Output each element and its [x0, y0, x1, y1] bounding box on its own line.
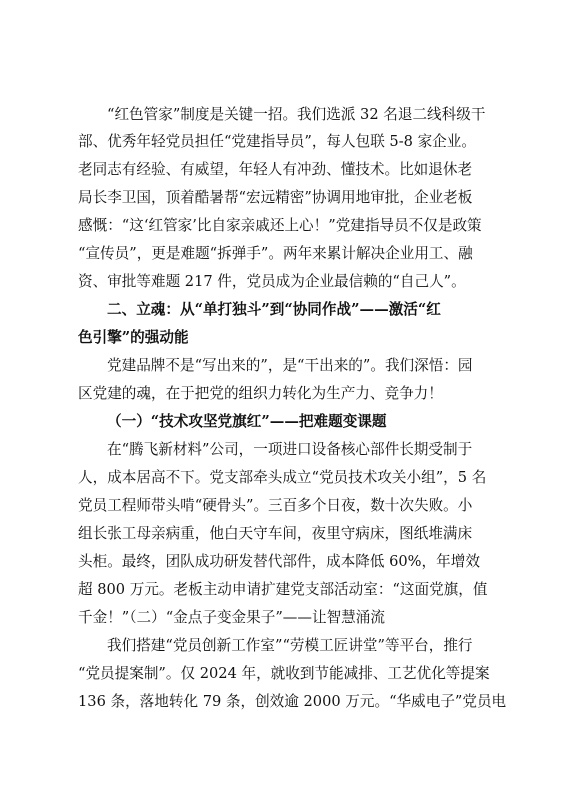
paragraph-line: 区党建的魂，在于把党的组织力转化为生产力、竞争力！: [78, 385, 443, 402]
paragraph-line: 136 条，落地转化 79 条，创效逾 2000 万元。“华威电子”党员电: [78, 693, 507, 710]
paragraph-line: 局长李卫国，顶着酷暑帮“宏远精密”协调用地审批，企业老板: [78, 189, 473, 206]
section-heading: 二、立魂：从“单打独斗”到“协同作战”——激活“红: [107, 301, 441, 318]
paragraph-line: “红色管家”制度是关键一招。我们选派 32 名退二线科级干: [107, 106, 486, 123]
subsection-heading: （一）“技术攻坚党旗红”——把难题变课题: [107, 413, 387, 430]
paragraph-line: 人，成本居高不下。党支部牵头成立“党员技术攻关小组”，5 名: [78, 469, 487, 486]
paragraph-line: 我们搭建“党员创新工作室”“劳模工匠讲堂”等平台，推行: [107, 637, 473, 654]
paragraph-line: 超 800 万元。老板主动申请扩建党支部活动室：“这面党旗，值: [78, 581, 488, 598]
paragraph-line: 资、审批等难题 217 件，党员成为企业最信赖的“自己人”。: [78, 273, 466, 290]
paragraph-line: 千金！”（二）“金点子变金果子”——让智慧涌流: [78, 609, 385, 626]
paragraph-line: 感慨：“这‘红管家’比自家亲戚还上心！”党建指导员不仅是政策: [78, 217, 482, 234]
paragraph-line: “党员提案制”。仅 2024 年，就收到节能减排、工艺优化等提案: [78, 665, 490, 682]
paragraph-line: 头柜。最终，团队成功研发替代部件，成本降低 60%，年增效: [78, 553, 480, 570]
paragraph-line: 老同志有经验、有威望，年轻人有冲劲、懂技术。比如退休老: [78, 161, 473, 178]
paragraph-line: 在“腾飞新材料”公司，一项进口设备核心部件长期受制于: [107, 441, 473, 458]
paragraph-line: 部、优秀年轻党员担任“党建指导员”，每人包联 5-8 家企业。: [78, 133, 476, 150]
paragraph-line: “宣传员”，更是难题“拆弹手”。两年来累计解决企业用工、融: [78, 245, 473, 262]
paragraph-line: 党建品牌不是“写出来的”，是“干出来的”。我们深悟：园: [107, 357, 473, 374]
paragraph-line: 党员工程师带头啃“硬骨头”。三百多个日夜，数十次失败。小: [78, 497, 473, 514]
paragraph-line: 组长张工母亲病重，他白天守车间，夜里守病床，图纸堆满床: [78, 525, 473, 542]
section-heading-continued: 色引擎”的强动能: [78, 329, 189, 346]
